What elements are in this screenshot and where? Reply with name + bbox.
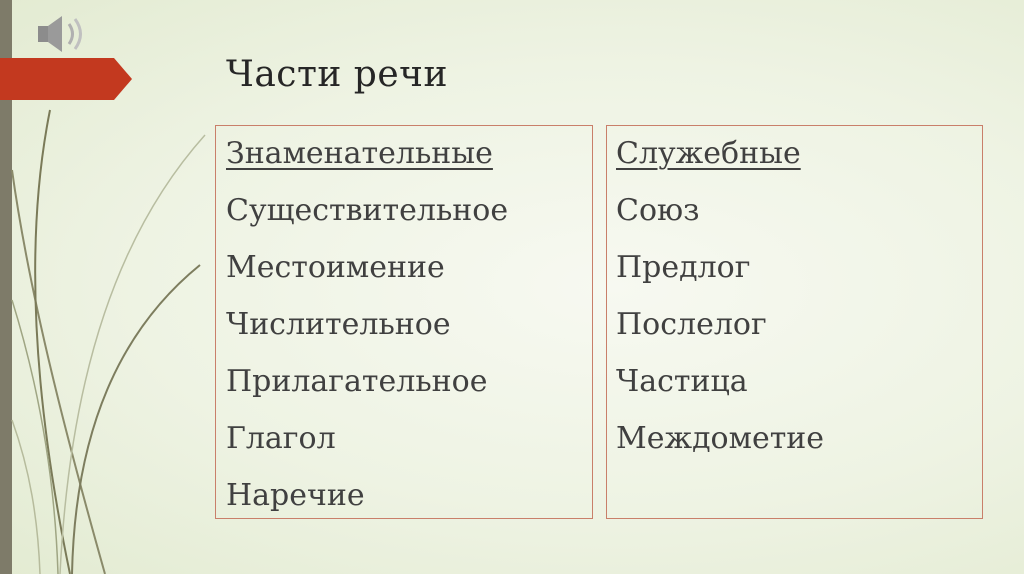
left-list-item: Прилагательное: [226, 364, 488, 399]
speaker-icon[interactable]: [36, 12, 88, 56]
right-list-item: Предлог: [616, 250, 751, 285]
left-list-item: Числительное: [226, 307, 451, 342]
left-list-item: Глагол: [226, 421, 336, 456]
right-list-item: Междометие: [616, 421, 825, 456]
left-list-item: Наречие: [226, 478, 365, 513]
left-column-heading: Знаменательные: [226, 136, 493, 171]
right-list-item: Союз: [616, 193, 700, 228]
title-accent-arrow: [0, 58, 132, 100]
right-list-item: Частица: [616, 364, 748, 399]
left-list-item: Существительное: [226, 193, 509, 228]
left-list-item: Местоимение: [226, 250, 445, 285]
right-list-item: Послелог: [616, 307, 767, 342]
slide-title: Части речи: [226, 54, 448, 95]
right-column-heading: Служебные: [616, 136, 801, 171]
